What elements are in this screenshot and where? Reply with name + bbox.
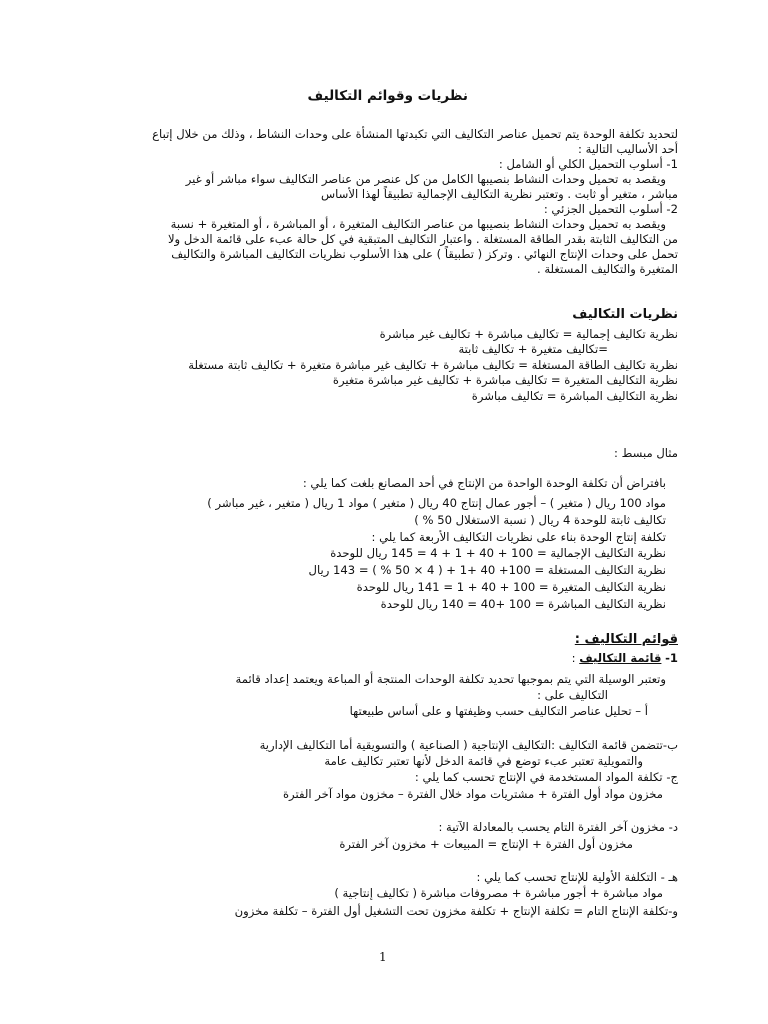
method-1-heading: 1- أسلوب التحميل الكلي أو الشامل : — [498, 157, 678, 171]
statement-line: هـ - التكلفة الأولية للإنتاج تحسب كما يلي : — [476, 870, 678, 884]
subheading-colon: : — [571, 651, 576, 665]
statement-line: مخزون أول الفترة + الإنتاج = المبيعات + مخزون آخر الفترة — [339, 837, 633, 851]
example-line: نظرية التكاليف المباشرة = 100 +40 = 140 ريال للوحدة — [380, 597, 666, 611]
subheading-text: قائمة التكاليف — [579, 651, 662, 665]
intro-line: ويقصد به تحميل وحدات النشاط بنصيبها الكامل من كل عنصر من عناصر التكاليف سواء مباشر أو غير — [185, 172, 666, 186]
statement-line: ب-تتضمن قائمة التكاليف :التكاليف الإنتاجية ( الصناعية ) والتسويقية أما التكاليف الإدارية — [259, 738, 678, 752]
statement-line: التكاليف على : — [537, 688, 608, 702]
subheading-number: 1- — [665, 651, 678, 665]
example-line: نظرية التكاليف الإجمالية = 100 + 40 + 1 + 4 = 145 ريال للوحدة — [330, 546, 666, 560]
method-2-heading: 2- أسلوب التحميل الجزئي : — [543, 202, 678, 216]
intro-line: لتحديد تكلفة الوحدة يتم تحميل عناصر التكاليف التي تكبدتها المنشأة على وحدات النشاط ، وذلك من خلال إتباع — [152, 127, 678, 141]
statement-line: مواد مباشرة + أجور مباشرة + مصروفات مباشرة ( تكاليف إنتاجية ) — [334, 886, 663, 900]
intro-line: المتغيرة والتكاليف المستغلة . — [536, 262, 678, 276]
intro-line: تحمل على وحدات الإنتاج النهائي . وتركز ( تطبيقاً ) على هذا الأسلوب نظريات التكاليف المباشرة والتكاليف — [171, 247, 678, 261]
statement-line: د- مخزون آخر الفترة التام يحسب بالمعادلة الآتية : — [438, 820, 678, 834]
theory-line: =تكاليف متغيرة + تكاليف ثابتة — [458, 342, 608, 356]
statement-line: و-تكلفة الإنتاج التام = تكلفة الإنتاج + تكلفة مخزون تحت التشغيل أول الفترة – تكلفة مخزون — [234, 904, 678, 918]
statement-line: مخزون مواد أول الفترة + مشتريات مواد خلال الفترة – مخزون مواد آخر الفترة — [282, 787, 663, 801]
theory-line: نظرية التكاليف المباشرة = تكاليف مباشرة — [471, 389, 678, 403]
example-line: نظرية التكاليف المستغلة = 100+ 40 +1 + ( 4 × 50 % ) = 143 ريال — [308, 563, 666, 577]
example-line: تكلفة إنتاج الوحدة بناء على نظريات التكاليف الأربعة كما يلي : — [371, 530, 666, 544]
intro-line: من التكاليف الثابتة بقدر الطاقة المستغلة . واعتبار التكاليف المتبقية في كل حالة عبء على قائمة الدخل ولا — [167, 232, 678, 246]
intro-line: مباشر ، متغير أو ثابت . وتعتبر نظرية التكاليف الإجمالية تطبيقاً لهذا الأساس — [320, 187, 678, 201]
example-line: بافتراض أن تكلفة الوحدة الواحدة من الإنتاج في أحد المصانع بلغت كما يلي : — [302, 476, 666, 490]
statements-heading: قوائم التكاليف : — [574, 632, 678, 647]
example-line: مواد 100 ريال ( متغير ) – أجور عمال إنتاج 40 ريال ( متغير ) مواد 1 ريال ( متغير ، غير مباشر ) — [207, 496, 666, 510]
example-label: مثال مبسط : — [614, 446, 678, 460]
statement-line: ج- تكلفة المواد المستخدمة في الإنتاج تحسب كما يلي : — [414, 770, 678, 784]
page-number: 1 — [379, 950, 387, 964]
example-line: نظرية التكاليف المتغيرة = 100 + 40 + 1 = 141 ريال للوحدة — [356, 580, 666, 594]
intro-line: ويقصد به تحميل وحدات النشاط بنصيبها من عناصر التكاليف المتغيرة ، أو المباشرة ، أو المتغيرة + نسبة — [170, 217, 666, 231]
statement-line: والتمويلية تعتبر عبء توضع في قائمة الدخل لأنها تعتبر تكاليف عامة — [324, 754, 643, 768]
theory-line: نظرية تكاليف إجمالية = تكاليف مباشرة + تكاليف غير مباشرة — [379, 327, 678, 341]
theories-heading: نظريات التكاليف — [572, 307, 678, 322]
document-title: نظريات وقوائم التكاليف — [307, 88, 468, 104]
statement-line: وتعتبر الوسيلة التي يتم بموجبها تحديد تكلفة الوحدات المنتجة أو المباعة ويعتمد إعداد قائمة — [235, 672, 666, 686]
statements-subheading — [572, 651, 678, 666]
statement-line: أ – تحليل عناصر التكاليف حسب وظيفتها و على أساس طبيعتها — [349, 704, 648, 718]
example-line: تكاليف ثابتة للوحدة 4 ريال ( نسبة الاستغلال 50 % ) — [414, 513, 666, 527]
theory-line: نظرية التكاليف المتغيرة = تكاليف مباشرة + تكاليف غير مباشرة متغيرة — [332, 373, 678, 387]
theory-line: نظرية تكاليف الطاقة المستغلة = تكاليف مباشرة + تكاليف غير مباشرة متغيرة + تكاليف ثابتة مستغلة — [188, 358, 678, 372]
intro-line: أحد الأساليب التالية : — [578, 142, 678, 156]
